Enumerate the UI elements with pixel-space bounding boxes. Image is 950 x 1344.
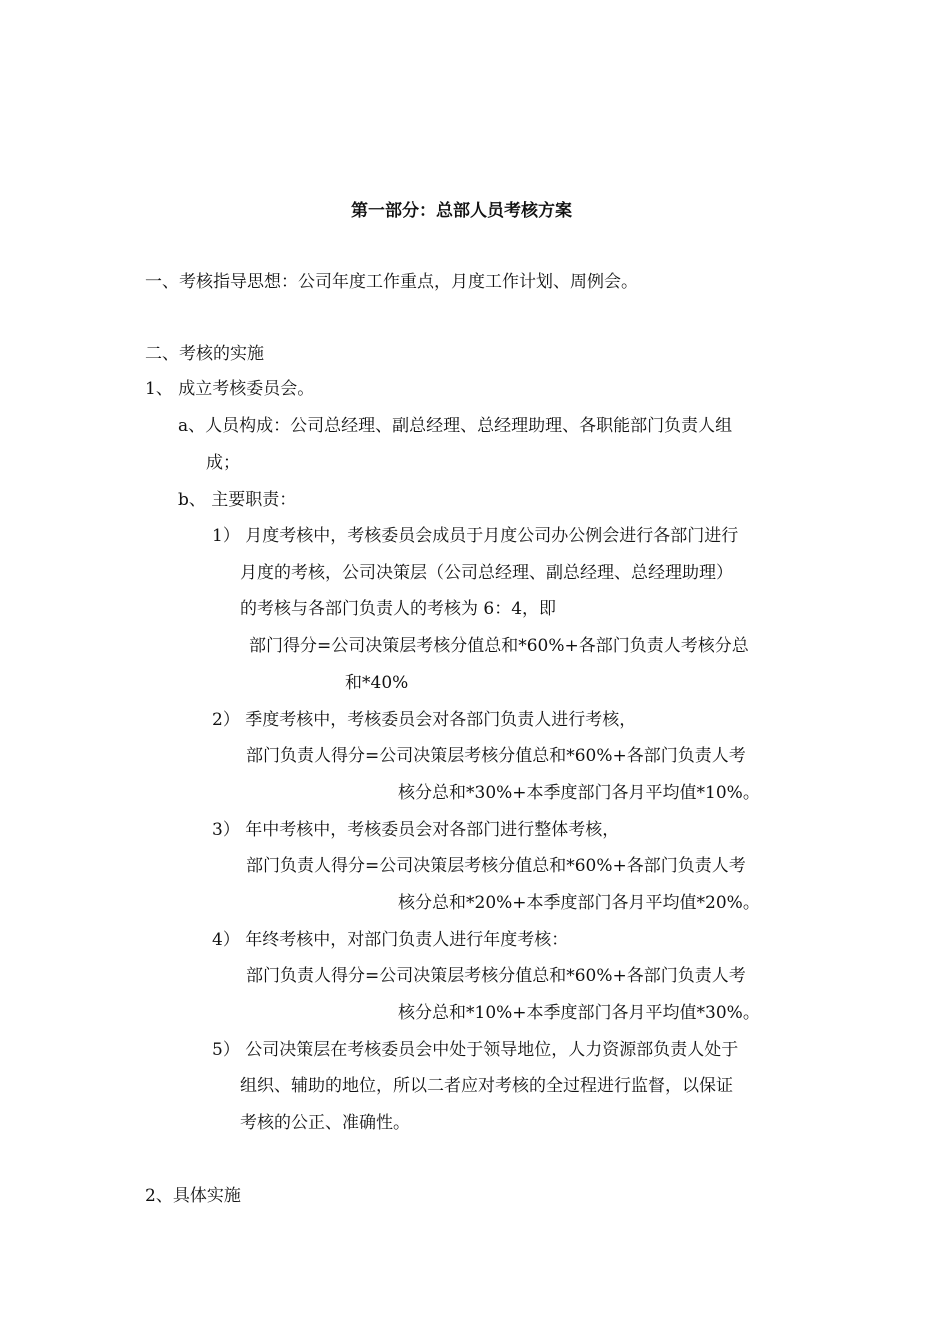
duty-midyear-line1: 3） 年中考核中，考核委员会对各部门进行整体考核， (212, 820, 620, 840)
duty-annual-formula-line2: 核分总和*10%+本季度部门各月平均值*30%。 (398, 1003, 760, 1023)
duty-quarterly-line1: 2） 季度考核中，考核委员会对各部门负责人进行考核， (212, 710, 637, 730)
main-duties-heading: b、 主要职责： (178, 490, 297, 510)
duty-monthly-formula-line1: 部门得分=公司决策层考核分值总和*60%+各部门负责人考核分总 (249, 636, 749, 656)
duty-oversight-line1: 5） 公司决策层在考核委员会中处于领导地位，人力资源部负责人处于 (212, 1040, 739, 1060)
item-establish-committee: 1、 成立考核委员会。 (145, 379, 315, 399)
duty-annual-formula-line1: 部门负责人得分=公司决策层考核分值总和*60%+各部门负责人考 (246, 966, 746, 986)
duty-oversight-line2: 组织、辅助的地位，所以二者应对考核的全过程进行监督，以保证 (240, 1076, 733, 1096)
page-title: 第一部分：总部人员考核方案 (351, 201, 572, 221)
duty-monthly-line3: 的考核与各部门负责人的考核为 6：4，即 (240, 599, 557, 619)
duty-annual-line1: 4） 年终考核中，对部门负责人进行年度考核： (212, 930, 569, 950)
duty-quarterly-formula-line2: 核分总和*30%+本季度部门各月平均值*10%。 (398, 783, 760, 803)
duty-midyear-formula-line1: 部门负责人得分=公司决策层考核分值总和*60%+各部门负责人考 (246, 856, 746, 876)
section-guiding-principle: 一、考核指导思想：公司年度工作重点，月度工作计划、周例会。 (145, 272, 638, 292)
committee-members-line1: a、人员构成：公司总经理、副总经理、总经理助理、各职能部门负责人组 (178, 416, 733, 436)
duty-midyear-formula-line2: 核分总和*20%+本季度部门各月平均值*20%。 (398, 893, 760, 913)
duty-monthly-line1: 1） 月度考核中，考核委员会成员于月度公司办公例会进行各部门进行 (212, 526, 739, 546)
section-implementation-heading: 二、考核的实施 (145, 344, 264, 364)
duty-quarterly-formula-line1: 部门负责人得分=公司决策层考核分值总和*60%+各部门负责人考 (246, 746, 746, 766)
item-specific-implementation: 2、具体实施 (145, 1186, 241, 1206)
duty-monthly-line2: 月度的考核，公司决策层（公司总经理、副总经理、总经理助理） (240, 563, 733, 583)
duty-monthly-formula-line2: 和*40% (345, 673, 409, 693)
duty-oversight-line3: 考核的公正、准确性。 (240, 1113, 410, 1133)
committee-members-line2: 成； (206, 453, 240, 473)
